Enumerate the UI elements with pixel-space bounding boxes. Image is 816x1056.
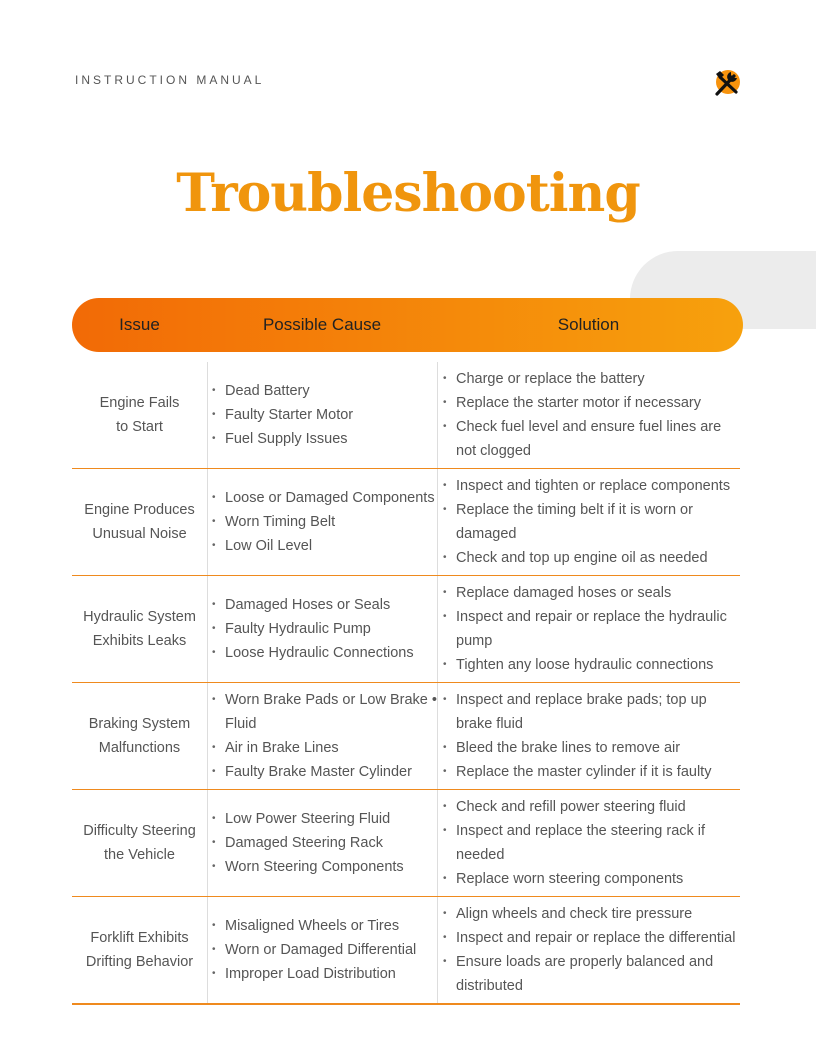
cause-cell [207,897,438,1003]
issue-text: Malfunctions [98,740,181,756]
column-header-cause: Possible Cause [262,315,382,334]
cause-item: • Worn Brake Pads or Low Brake • Fluid [210,688,437,736]
solution-item: • Bleed the brake lines to remove air [441,736,740,760]
solution-item: • Inspect and repair or replace the hydraulic pump [441,605,740,653]
cause-item: • Low Oil Level [210,534,435,558]
cause-item: • Worn or Damaged Differential [210,938,416,962]
cause-item: • Misaligned Wheels or Tires [210,914,416,938]
solution-item: • Replace the timing belt if it is worn or damaged [441,498,740,546]
cause-item: • Faulty Starter Motor [210,403,353,427]
solution-cell [437,683,740,789]
solution-item: • Charge or replace the battery [441,367,740,391]
table-row [72,362,740,469]
cause-cell [207,790,438,896]
table-row [72,897,740,1005]
page-title: Troubleshooting [176,163,640,224]
issue-text: Unusual Noise [92,526,187,542]
cause-item: • Faulty Hydraulic Pump [210,617,414,641]
cause-item: • Worn Timing Belt [210,510,435,534]
solution-item: • Align wheels and check tire pressure [441,902,740,926]
solution-item: • Replace worn steering components [441,867,740,891]
cause-item: • Loose Hydraulic Connections [210,641,414,665]
cause-cell [207,683,438,789]
issue-text: Drifting Behavior [85,954,194,970]
issue-text: the Vehicle [104,847,175,863]
solution-item: • Inspect and tighten or replace components [441,474,740,498]
solution-item: • Replace the starter motor if necessary [441,391,740,415]
issue-text: Hydraulic System [83,609,196,625]
cause-item: • Damaged Hoses or Seals [210,593,414,617]
cause-item: • Air in Brake Lines [210,736,437,760]
wrench-icon [712,68,742,98]
solution-item: • Check and refill power steering fluid [441,795,740,819]
issue-text: Forklift Exhibits [90,930,189,946]
solution-cell [437,362,740,468]
cause-item: • Improper Load Distribution [210,962,416,986]
column-header-solution: Solution [557,315,620,334]
solution-item: • Ensure loads are properly balanced and distributed [441,950,740,998]
troubleshooting-table [72,362,740,1005]
solution-cell [437,576,740,682]
cause-item: • Damaged Steering Rack [210,831,404,855]
solution-item: • Inspect and repair or replace the differential [441,926,740,950]
issue-text: to Start [116,419,163,435]
cause-item: • Fuel Supply Issues [210,427,353,451]
issue-cell [72,683,208,789]
solution-item: • Inspect and replace the steering rack if needed [441,819,740,867]
solution-item: • Check fuel level and ensure fuel lines are not clogged [441,415,740,463]
table-row [72,469,740,576]
issue-cell [72,576,208,682]
cause-item: • Worn Steering Components [210,855,404,879]
manual-label: INSTRUCTION MANUAL [75,73,265,87]
issue-text: Exhibits Leaks [92,633,187,649]
issue-cell [72,469,208,575]
issue-cell [72,362,208,468]
solution-item: • Check and top up engine oil as needed [441,546,740,570]
table-header [72,298,743,352]
issue-text: Engine Produces [84,502,195,518]
issue-text: Braking System [88,716,191,732]
table-row [72,576,740,683]
issue-text: Difficulty Steering [83,823,196,839]
solution-item: • Tighten any loose hydraulic connections [441,653,740,677]
solution-item: • Replace damaged hoses or seals [441,581,740,605]
cause-cell [207,469,438,575]
cause-item: • Dead Battery [210,379,353,403]
table-row [72,790,740,897]
solution-item: • Replace the master cylinder if it is faulty [441,760,740,784]
cause-item: • Loose or Damaged Components [210,486,435,510]
cause-cell [207,362,438,468]
solution-cell [437,469,740,575]
issue-cell [72,897,208,1003]
cause-cell [207,576,438,682]
issue-text: Engine Fails [99,395,180,411]
solution-cell [437,897,740,1003]
cause-item: • Faulty Brake Master Cylinder [210,760,437,784]
column-header-issue: Issue [119,315,160,334]
issue-cell [72,790,208,896]
cause-item: • Low Power Steering Fluid [210,807,404,831]
table-row [72,683,740,790]
solution-item: • Inspect and replace brake pads; top up brake fluid [441,688,740,736]
solution-cell [437,790,740,896]
